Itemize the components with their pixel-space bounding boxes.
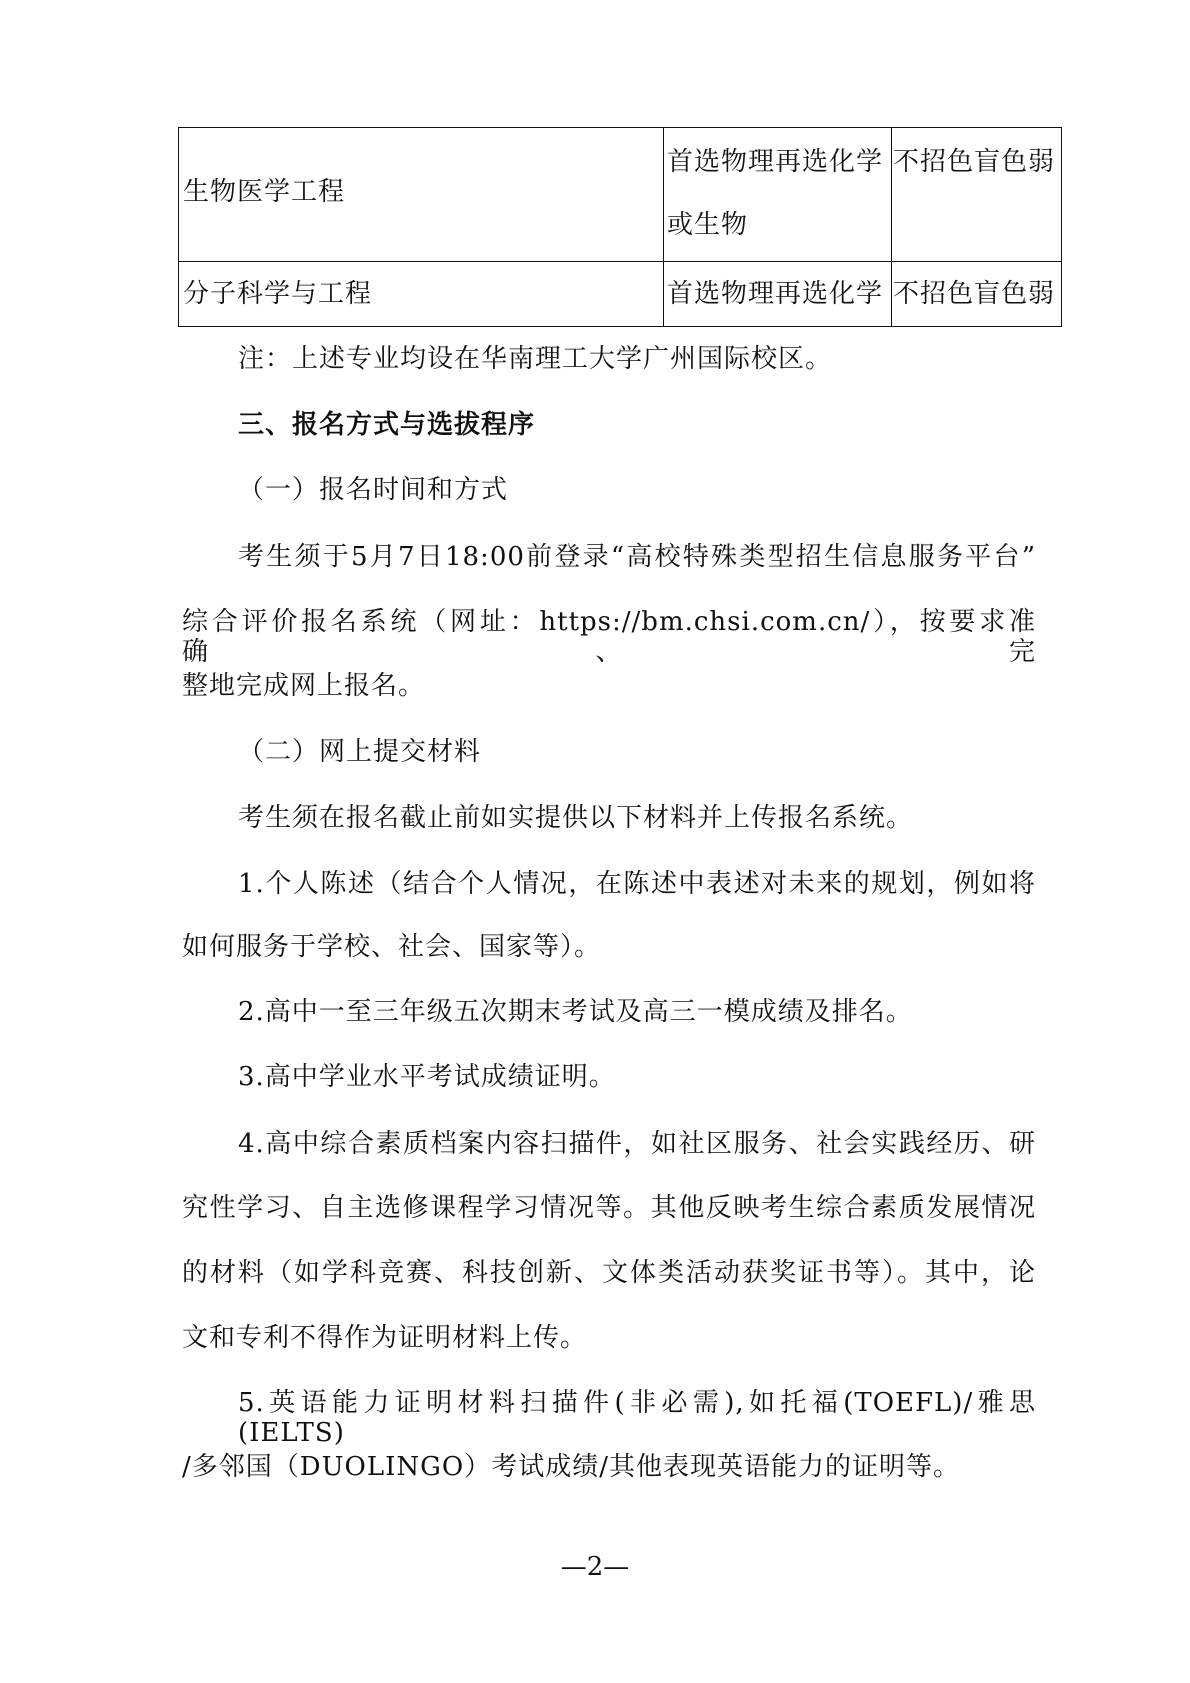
list-item-line: 文和专利不得作为证明材料上传。 bbox=[182, 1323, 588, 1353]
paragraph-line: 考生须于5月7日18:00前登录“高校特殊类型招生信息服务平台” bbox=[238, 542, 1036, 572]
paragraph-line: 整地完成网上报名。 bbox=[182, 671, 426, 701]
list-item-line: 5.英语能力证明材料扫描件(非必需),如托福(TOEFL)/雅思(IELTS) bbox=[238, 1388, 1036, 1448]
page-number: —2— bbox=[560, 1552, 630, 1582]
list-item-line: 如何服务于学校、社会、国家等）。 bbox=[182, 932, 602, 962]
table-cell-restriction: 不招色盲色弱 bbox=[893, 147, 1056, 177]
table-cell-subject: 或生物 bbox=[667, 210, 749, 240]
section-heading: 三、报名方式与选拔程序 bbox=[238, 410, 536, 440]
paragraph-line: 考生须在报名截止前如实提供以下材料并上传报名系统。 bbox=[238, 803, 914, 833]
subsection-heading: （一）报名时间和方式 bbox=[238, 475, 509, 505]
list-item-line: 的材料（如学科竞赛、科技创新、文体类活动获奖证书等）。其中，论 bbox=[182, 1258, 1036, 1288]
table-cell-subject: 首选物理再选化学 bbox=[667, 279, 884, 309]
table-cell-major: 分子科学与工程 bbox=[183, 279, 373, 309]
majors-table bbox=[178, 127, 1062, 327]
list-item-line: 究性学习、自主选修课程学习情况等。其他反映考生综合素质发展情况 bbox=[182, 1193, 1036, 1223]
column-divider bbox=[891, 128, 892, 326]
table-cell-subject: 首选物理再选化学 bbox=[667, 147, 884, 177]
row-divider bbox=[179, 261, 1061, 262]
list-item-line: 3.高中学业水平考试成绩证明。 bbox=[238, 1062, 616, 1092]
list-item-line: 2.高中一至三年级五次期末考试及高三一模成绩及排名。 bbox=[238, 997, 913, 1027]
table-cell-major: 生物医学工程 bbox=[183, 177, 346, 207]
paragraph-line: 综合评价报名系统（网址：https://bm.chsi.com.cn/），按要求准确、完 bbox=[182, 607, 1036, 667]
list-item-line: /多邻国（DUOLINGO）考试成绩/其他表现英语能力的证明等。 bbox=[182, 1452, 960, 1482]
subsection-heading: （二）网上提交材料 bbox=[238, 737, 482, 767]
table-cell-restriction: 不招色盲色弱 bbox=[893, 279, 1056, 309]
list-item-line: 4.高中综合素质档案内容扫描件，如社区服务、社会实践经历、研 bbox=[238, 1129, 1036, 1159]
column-divider bbox=[663, 128, 664, 326]
table-note: 注：上述专业均设在华南理工大学广州国际校区。 bbox=[238, 344, 833, 374]
list-item-line: 1.个人陈述（结合个人情况，在陈述中表述对未来的规划，例如将 bbox=[238, 869, 1036, 899]
